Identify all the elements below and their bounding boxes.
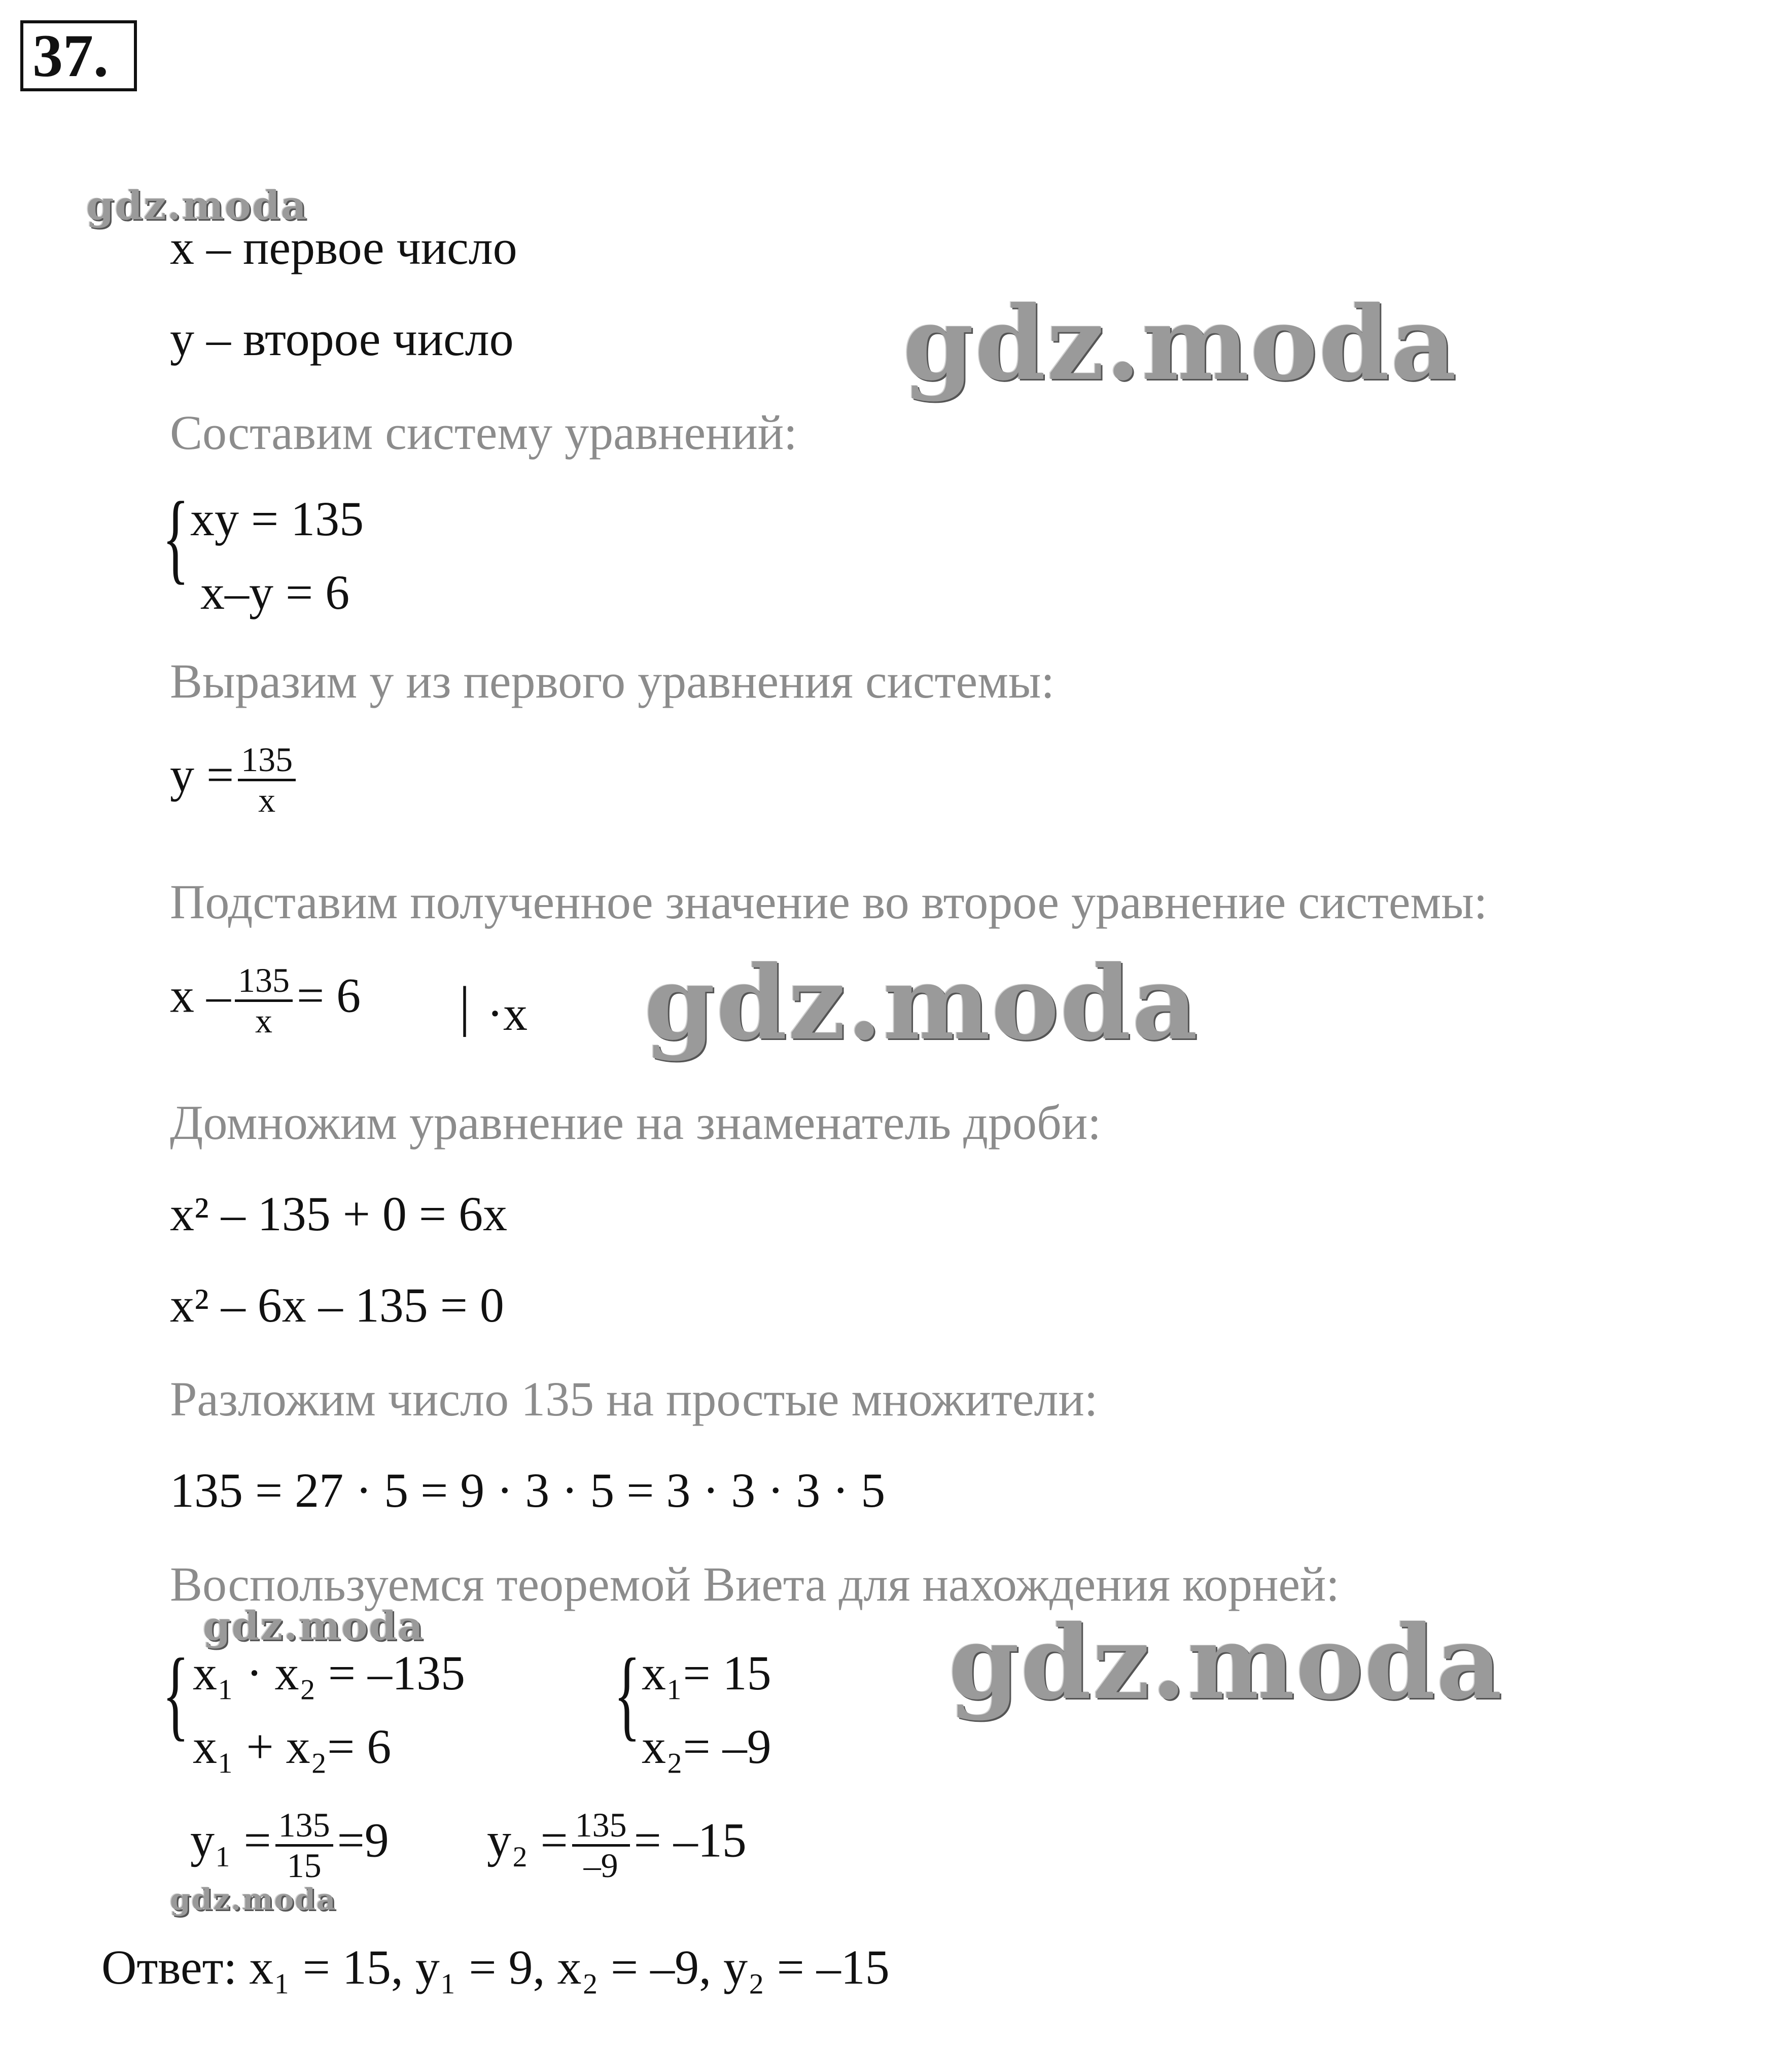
multiply-bar: |	[459, 975, 471, 1037]
fraction-numerator: 135	[572, 1806, 630, 1847]
y1-lhs: y₁ =	[190, 1813, 271, 1867]
y2-rhs: = –15	[634, 1813, 747, 1867]
substituted-lhs: x –	[170, 968, 231, 1023]
y-expression	[170, 741, 300, 819]
fraction	[572, 1806, 630, 1885]
watermark: gdz.moda	[644, 944, 1199, 1063]
system-brace: {	[162, 1638, 189, 1750]
vieta-equation-1: x₁ · x₂ = –135	[193, 1646, 466, 1700]
fraction-numerator: 135	[235, 961, 293, 1002]
system-equation-2: x–y = 6	[200, 565, 350, 619]
y1-calculation	[190, 1806, 389, 1885]
equation-b: x² – 6x – 135 = 0	[170, 1278, 504, 1332]
watermark: gdz.moda	[203, 1603, 425, 1649]
y2-lhs: y₂ =	[487, 1813, 568, 1867]
express-y-text: Выразим y из первого уравнения системы:	[170, 654, 1055, 708]
equation-a: x² – 135 + 0 = 6x	[170, 1187, 508, 1241]
substitute-text: Подставим полученное значение во второе уравнение системы:	[170, 875, 1488, 929]
fraction	[275, 1806, 333, 1885]
watermark: gdz.moda	[170, 1882, 337, 1917]
substituted-equation	[170, 961, 361, 1040]
problem-number: 37.	[20, 20, 137, 91]
watermark: gdz.moda	[86, 183, 308, 229]
fraction-denominator: 15	[287, 1846, 322, 1885]
y2-calculation	[487, 1806, 747, 1885]
answer: Ответ: x₁ = 15, y₁ = 9, x₂ = –9, y₂ = –15	[101, 1940, 890, 1994]
fraction-denominator: x	[255, 1001, 272, 1040]
multiply-by-x: ·x	[487, 986, 528, 1041]
variable-y-definition: y – второе число	[170, 311, 514, 366]
watermark: gdz.moda	[903, 284, 1458, 403]
factor-text: Разложим число 135 на простые множители:	[170, 1372, 1098, 1426]
factorization: 135 = 27 · 5 = 9 · 3 · 5 = 3 · 3 · 3 · 5	[170, 1463, 886, 1517]
fraction-denominator: x	[258, 780, 276, 819]
root-2: x₂= –9	[642, 1719, 771, 1774]
vieta-text: Воспользуемся теоремой Виета для нахождения корней:	[170, 1557, 1340, 1611]
fraction	[235, 961, 293, 1040]
watermark: gdz.moda	[948, 1603, 1503, 1722]
fraction-numerator: 135	[238, 741, 296, 781]
compose-system-text: Составим систему уравнений:	[170, 405, 797, 460]
fraction-denominator: –9	[583, 1846, 618, 1885]
vieta-equation-2: x₁ + x₂= 6	[193, 1719, 392, 1774]
fraction	[238, 741, 296, 819]
system-brace: {	[162, 481, 189, 594]
y1-rhs: =9	[337, 1813, 389, 1867]
multiply-text: Домножим уравнение на знаменатель дроби:	[170, 1095, 1101, 1150]
system-equation-1: xy = 135	[190, 492, 364, 546]
root-1: x₁= 15	[642, 1646, 771, 1700]
y-expression-lhs: y =	[170, 747, 234, 802]
system-brace: {	[614, 1638, 641, 1750]
substituted-rhs: = 6	[297, 968, 361, 1023]
variable-x-definition: x – первое число	[170, 220, 517, 274]
fraction-numerator: 135	[275, 1806, 333, 1847]
